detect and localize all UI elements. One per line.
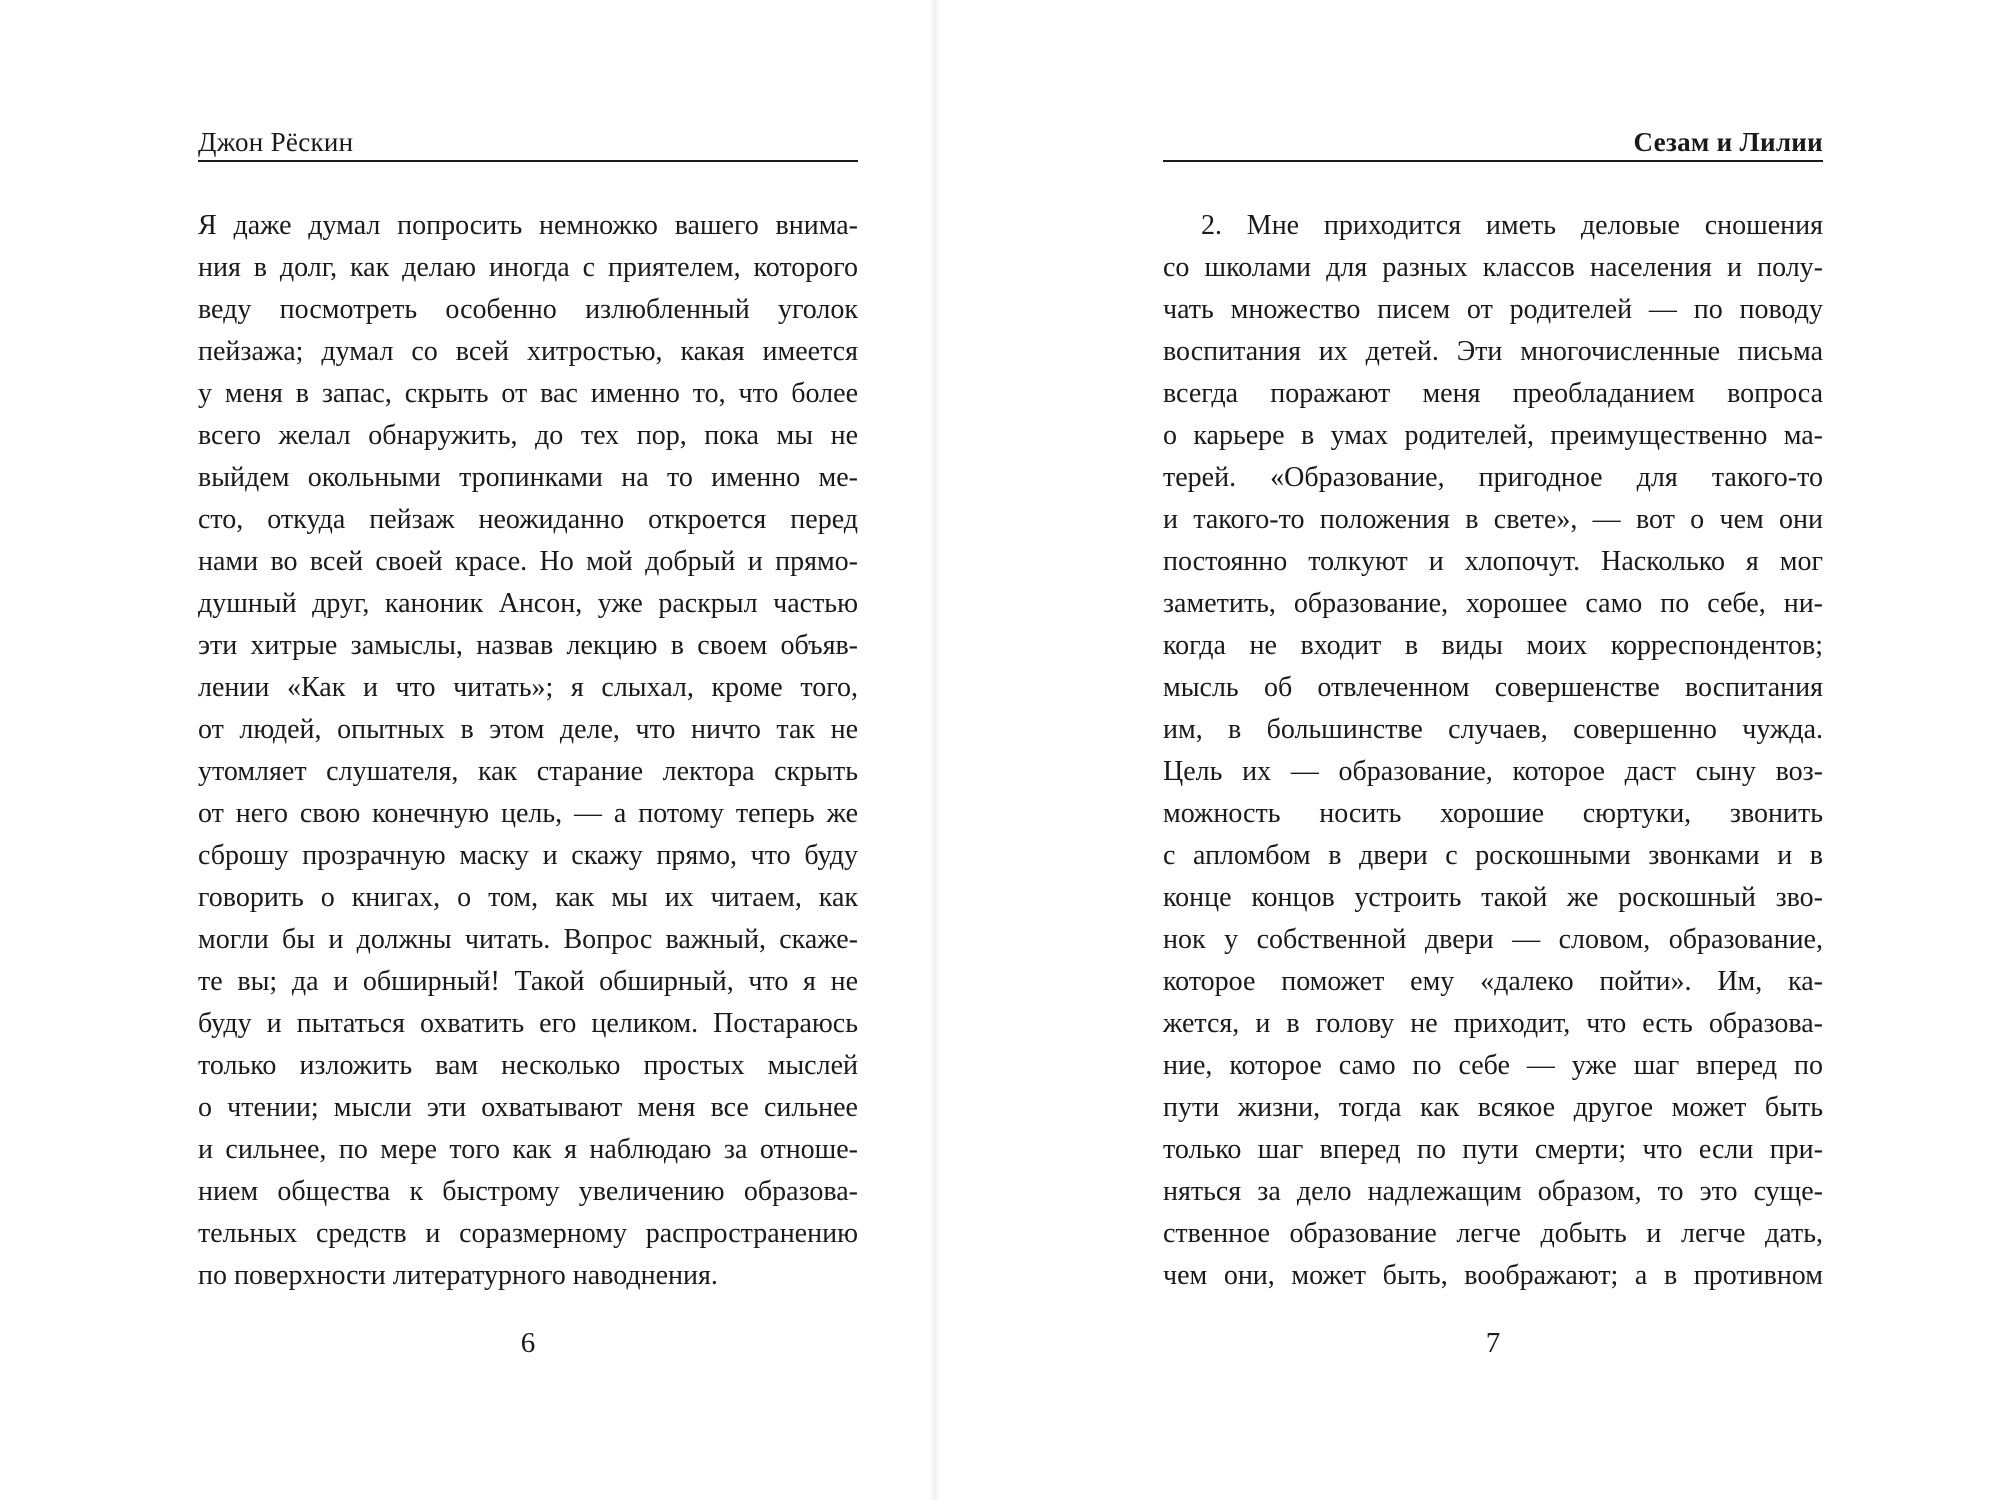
text-line: ственное образование легче добыть и легче дать, xyxy=(1163,1218,1823,1249)
text-line: лении «Как и что читать»; я слыхал, кроме того, xyxy=(198,672,858,703)
right-page-number: 7 xyxy=(1485,1327,1501,1359)
left-running-head: Джон Рёскин xyxy=(198,127,354,157)
text-line: заметить, образование, хорошее само по себе, ни- xyxy=(1163,588,1823,619)
text-line: жется, и в голову не приходит, что есть образова- xyxy=(1163,1008,1823,1039)
text-line: всего желал обнаружить, до тех пор, пока мы не xyxy=(198,420,858,451)
text-line: со школами для разных классов населения и полу- xyxy=(1163,252,1823,283)
book-gutter xyxy=(930,0,940,1500)
text-line: сброшу прозрачную маску и скажу прямо, что буду xyxy=(198,840,858,871)
right-running-head: Сезам и Лилии xyxy=(1633,127,1823,157)
text-line: буду и пытаться охватить его целиком. Постараюсь xyxy=(198,1008,858,1039)
text-line: по поверхности литературного наводнения. xyxy=(198,1260,718,1291)
text-line: им, в большинстве случаев, совершенно чужда. xyxy=(1163,714,1823,745)
text-line: постоянно толкуют и хлопочут. Насколько я мог xyxy=(1163,546,1823,577)
text-line: няться за дело надлежащим образом, то это суще- xyxy=(1163,1176,1823,1207)
text-line: выйдем окольными тропинками на то именно ме- xyxy=(198,462,858,493)
text-line: те вы; да и обширный! Такой обширный, что я не xyxy=(198,966,858,997)
text-line: можность носить хорошие сюртуки, звонить xyxy=(1163,798,1823,829)
text-line: ния в долг, как делаю иногда с приятелем, которого xyxy=(198,252,858,283)
text-line: нок у собственной двери — словом, образование, xyxy=(1163,924,1823,955)
left-page xyxy=(198,0,858,1500)
text-line: от людей, опытных в этом деле, что ничто так не xyxy=(198,714,858,745)
text-line: о карьере в умах родителей, преимущественно ма- xyxy=(1163,420,1823,451)
text-line: могли бы и должны читать. Вопрос важный, скаже- xyxy=(198,924,858,955)
text-line: утомляет слушателя, как старание лектора скрыть xyxy=(198,756,858,787)
text-line: Цель их — образование, которое даст сыну воз- xyxy=(1163,756,1823,787)
text-line: от него свою конечную цель, — а потому теперь же xyxy=(198,798,858,829)
text-line: у меня в запас, скрыть от вас именно то, что более xyxy=(198,378,858,409)
text-line: конце концов устроить такой же роскошный зво- xyxy=(1163,882,1823,913)
text-line: чать множество писем от родителей — по поводу xyxy=(1163,294,1823,325)
left-page-body xyxy=(198,205,858,1297)
text-line: только изложить вам несколько простых мыслей xyxy=(198,1050,858,1081)
text-line: веду посмотреть особенно излюбленный уголок xyxy=(198,294,858,325)
text-line: о чтении; мысли эти охватывают меня все сильнее xyxy=(198,1092,858,1123)
text-line: мысль об отвлеченном совершенстве воспитания xyxy=(1163,672,1823,703)
text-line: 2. Мне приходится иметь деловые сношения xyxy=(1201,210,1823,241)
text-line: пейзажа; думал со всей хитростью, какая имеется xyxy=(198,336,858,367)
text-line: когда не входит в виды моих корреспондентов; xyxy=(1163,630,1823,661)
text-line: и такого-то положения в свете», — вот о чем они xyxy=(1163,504,1823,535)
text-line: Я даже думал попросить немножко вашего внима- xyxy=(198,210,858,241)
right-head-rule xyxy=(1163,160,1823,162)
text-line: и сильнее, по мере того как я наблюдаю за отноше- xyxy=(198,1134,858,1165)
right-page xyxy=(1163,0,1823,1500)
text-line: нами во всей своей красе. Но мой добрый и прямо- xyxy=(198,546,858,577)
text-line: душный друг, каноник Ансон, уже раскрыл частью xyxy=(198,588,858,619)
text-line: говорить о книгах, о том, как мы их читаем, как xyxy=(198,882,858,913)
left-page-number: 6 xyxy=(520,1327,536,1359)
text-line: всегда поражают меня преобладанием вопроса xyxy=(1163,378,1823,409)
text-line: которое поможет ему «далеко пойти». Им, ка- xyxy=(1163,966,1823,997)
text-line: терей. «Образование, пригодное для такого-то xyxy=(1163,462,1823,493)
text-line: с апломбом в двери с роскошными звонками и в xyxy=(1163,840,1823,871)
text-line: только шаг вперед по пути смерти; что если при- xyxy=(1163,1134,1823,1165)
right-page-body xyxy=(1163,205,1823,1297)
text-line: эти хитрые замыслы, назвав лекцию в своем объяв- xyxy=(198,630,858,661)
left-head-rule xyxy=(198,160,858,162)
text-line: воспитания их детей. Эти многочисленные письма xyxy=(1163,336,1823,367)
text-line: ние, которое само по себе — уже шаг вперед по xyxy=(1163,1050,1823,1081)
text-line: нием общества к быстрому увеличению образова- xyxy=(198,1176,858,1207)
text-line: тельных средств и соразмерному распространению xyxy=(198,1218,858,1249)
text-line: чем они, может быть, воображают; а в противном xyxy=(1163,1260,1823,1291)
text-line: сто, откуда пейзаж неожиданно откроется перед xyxy=(198,504,858,535)
text-line: пути жизни, тогда как всякое другое может быть xyxy=(1163,1092,1823,1123)
